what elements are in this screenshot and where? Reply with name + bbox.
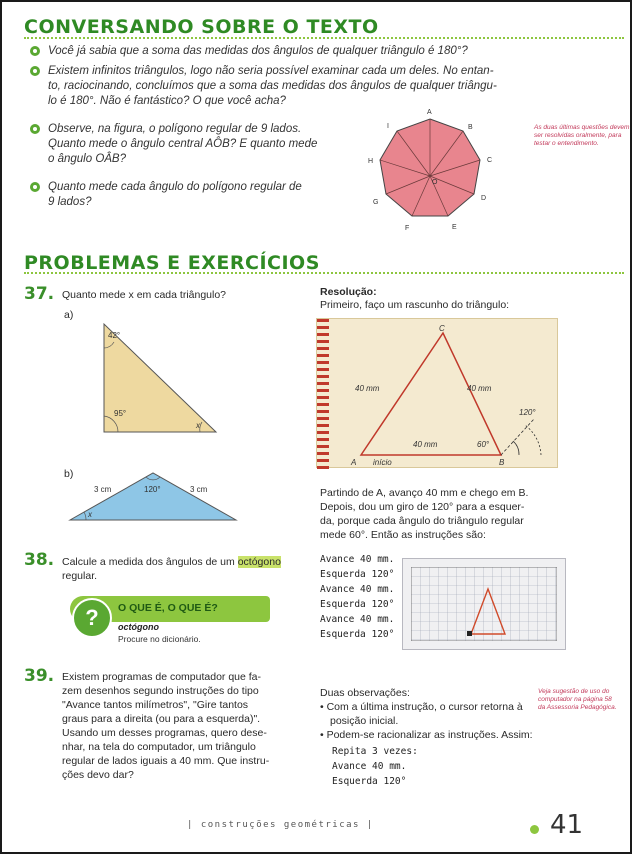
vertex-label: O <box>432 179 438 186</box>
resolution-title: Resolução: <box>320 286 377 298</box>
spiral-binding <box>317 319 329 469</box>
definition-box <box>70 596 270 644</box>
vertex-label: B <box>499 458 505 467</box>
bullet-item: Existem infinitos triângulos, logo não seria possível examinar cada um deles. No entan- to, raciocinando, concluímos que a soma das medidas dos ângulos de qualquer triângu- lo é 180°. Não é fantástico? O que você acha? <box>30 64 550 109</box>
angle-label: 120° <box>144 485 161 494</box>
section-title-conversando: CONVERSANDO SOBRE O TEXTO <box>24 16 379 38</box>
bullet-icon <box>30 182 40 192</box>
vertex-label: B <box>468 124 473 131</box>
page-number: 41 <box>550 810 584 840</box>
notebook-sketch <box>316 318 558 468</box>
question-icon: ? <box>72 598 112 638</box>
section-title-problemas: PROBLEMAS E EXERCÍCIOS <box>24 252 320 274</box>
problem-text: Calcule a medida dos ângulos de um octógono <box>62 556 281 568</box>
vertex-label: I <box>387 123 389 130</box>
vertex-label: D <box>481 195 487 202</box>
nonagon-figure <box>360 106 510 240</box>
vertex-label: G <box>373 199 379 206</box>
vertex-label: C <box>439 324 445 333</box>
definition-word: octógono <box>118 622 159 632</box>
vertex-label: H <box>368 158 374 165</box>
highlighted-term: octógono <box>237 556 281 568</box>
section-divider <box>24 37 624 39</box>
observations: Duas observações: • Com a última instrução, o cursor retorna à posição inicial. • Podem-se racionalizar as instruções. Assim: <box>320 687 533 741</box>
repeat-instructions: Repita 3 vezes: Avance 40 mm. Esquerda 120° <box>332 746 418 787</box>
angle-label: 60° <box>477 440 490 449</box>
start-label: início <box>373 458 392 467</box>
computer-screen <box>402 558 566 650</box>
side-label: 3 cm <box>190 485 208 494</box>
section-divider <box>24 272 624 274</box>
definition-title: O QUE É, O QUE É? <box>118 602 218 614</box>
side-label: 3 cm <box>94 485 112 494</box>
item-label: a) <box>64 309 74 321</box>
angle-label: 42° <box>108 331 121 340</box>
vertex-label: F <box>405 225 410 232</box>
problem-number: 39. <box>24 666 55 686</box>
problem-text: Existem programas de computador que fa- zem desenhos segundo instruções do tipo "Avance tantos milímetros", "Gire tantos graus para a direita (ou para a esquerda)". Usando um desses programas, quero dese- nhar, na tela do computador, um triângulo regular de lados iguais a 40 mm. Que instru- ções devo dar? <box>62 671 270 781</box>
problem-text: Quanto mede x em cada triângulo? <box>62 289 227 301</box>
angle-label: x <box>88 510 92 519</box>
triangle-b <box>62 468 242 524</box>
bullet-icon <box>30 66 40 76</box>
side-note: Veja sugestão de uso do computador na página 58 da Assessoria Pedagógica. <box>538 688 617 711</box>
bullet-icon <box>30 46 40 56</box>
resolution-intro: Primeiro, faço um rascunho do triângulo: <box>320 299 510 311</box>
instruction-list: Avance 40 mm. Esquerda 120° Avance 40 mm. Esquerda 120° Avance 40 mm. Esquerda 120° <box>320 554 395 640</box>
bullet-item: Observe, na figura, o polígono regular de 9 lados. Quanto mede o ângulo central AÔB? E quanto mede o ângulo OÂB? <box>30 122 350 167</box>
triangle-a <box>98 320 223 438</box>
side-label: 40 mm <box>413 440 438 449</box>
vertex-label: A <box>427 109 432 116</box>
angle-label: 120° <box>519 408 536 417</box>
resolution-paragraph: Partindo de A, avanço 40 mm e chego em B. Depois, dou um giro de 120° para a esquer- da, porque cada ângulo do triângulo regular mede 60°. Então as instruções são: <box>320 487 529 541</box>
angle-label: x <box>196 421 200 430</box>
problem-number: 38. <box>24 550 55 570</box>
bullet-item: Quanto mede cada ângulo do polígono regular de 9 lados? <box>30 180 350 210</box>
angle-label: 95° <box>114 409 127 418</box>
grid-drawing <box>411 567 557 641</box>
vertex-label: A <box>351 458 357 467</box>
item-label: b) <box>64 468 74 480</box>
triangle-sketch <box>329 319 559 469</box>
bullet-item: Você já sabia que a soma das medidas dos ângulos de qualquer triângulo é 180°? <box>30 44 550 59</box>
footer-chapter: | construções geométricas | <box>187 820 374 830</box>
bullet-icon <box>30 124 40 134</box>
problem-text: regular. <box>62 570 98 582</box>
side-label: 40 mm <box>467 384 492 393</box>
side-label: 40 mm <box>355 384 380 393</box>
definition-text: Procure no dicionário. <box>118 634 201 644</box>
problem-number: 37. <box>24 284 55 304</box>
vertex-label: C <box>487 157 493 164</box>
side-note: As duas últimas questões devem ser resolvidas oralmente, para testar o entendimento. <box>534 124 630 147</box>
page-bullet-icon <box>530 825 539 834</box>
vertex-label: E <box>452 224 457 231</box>
